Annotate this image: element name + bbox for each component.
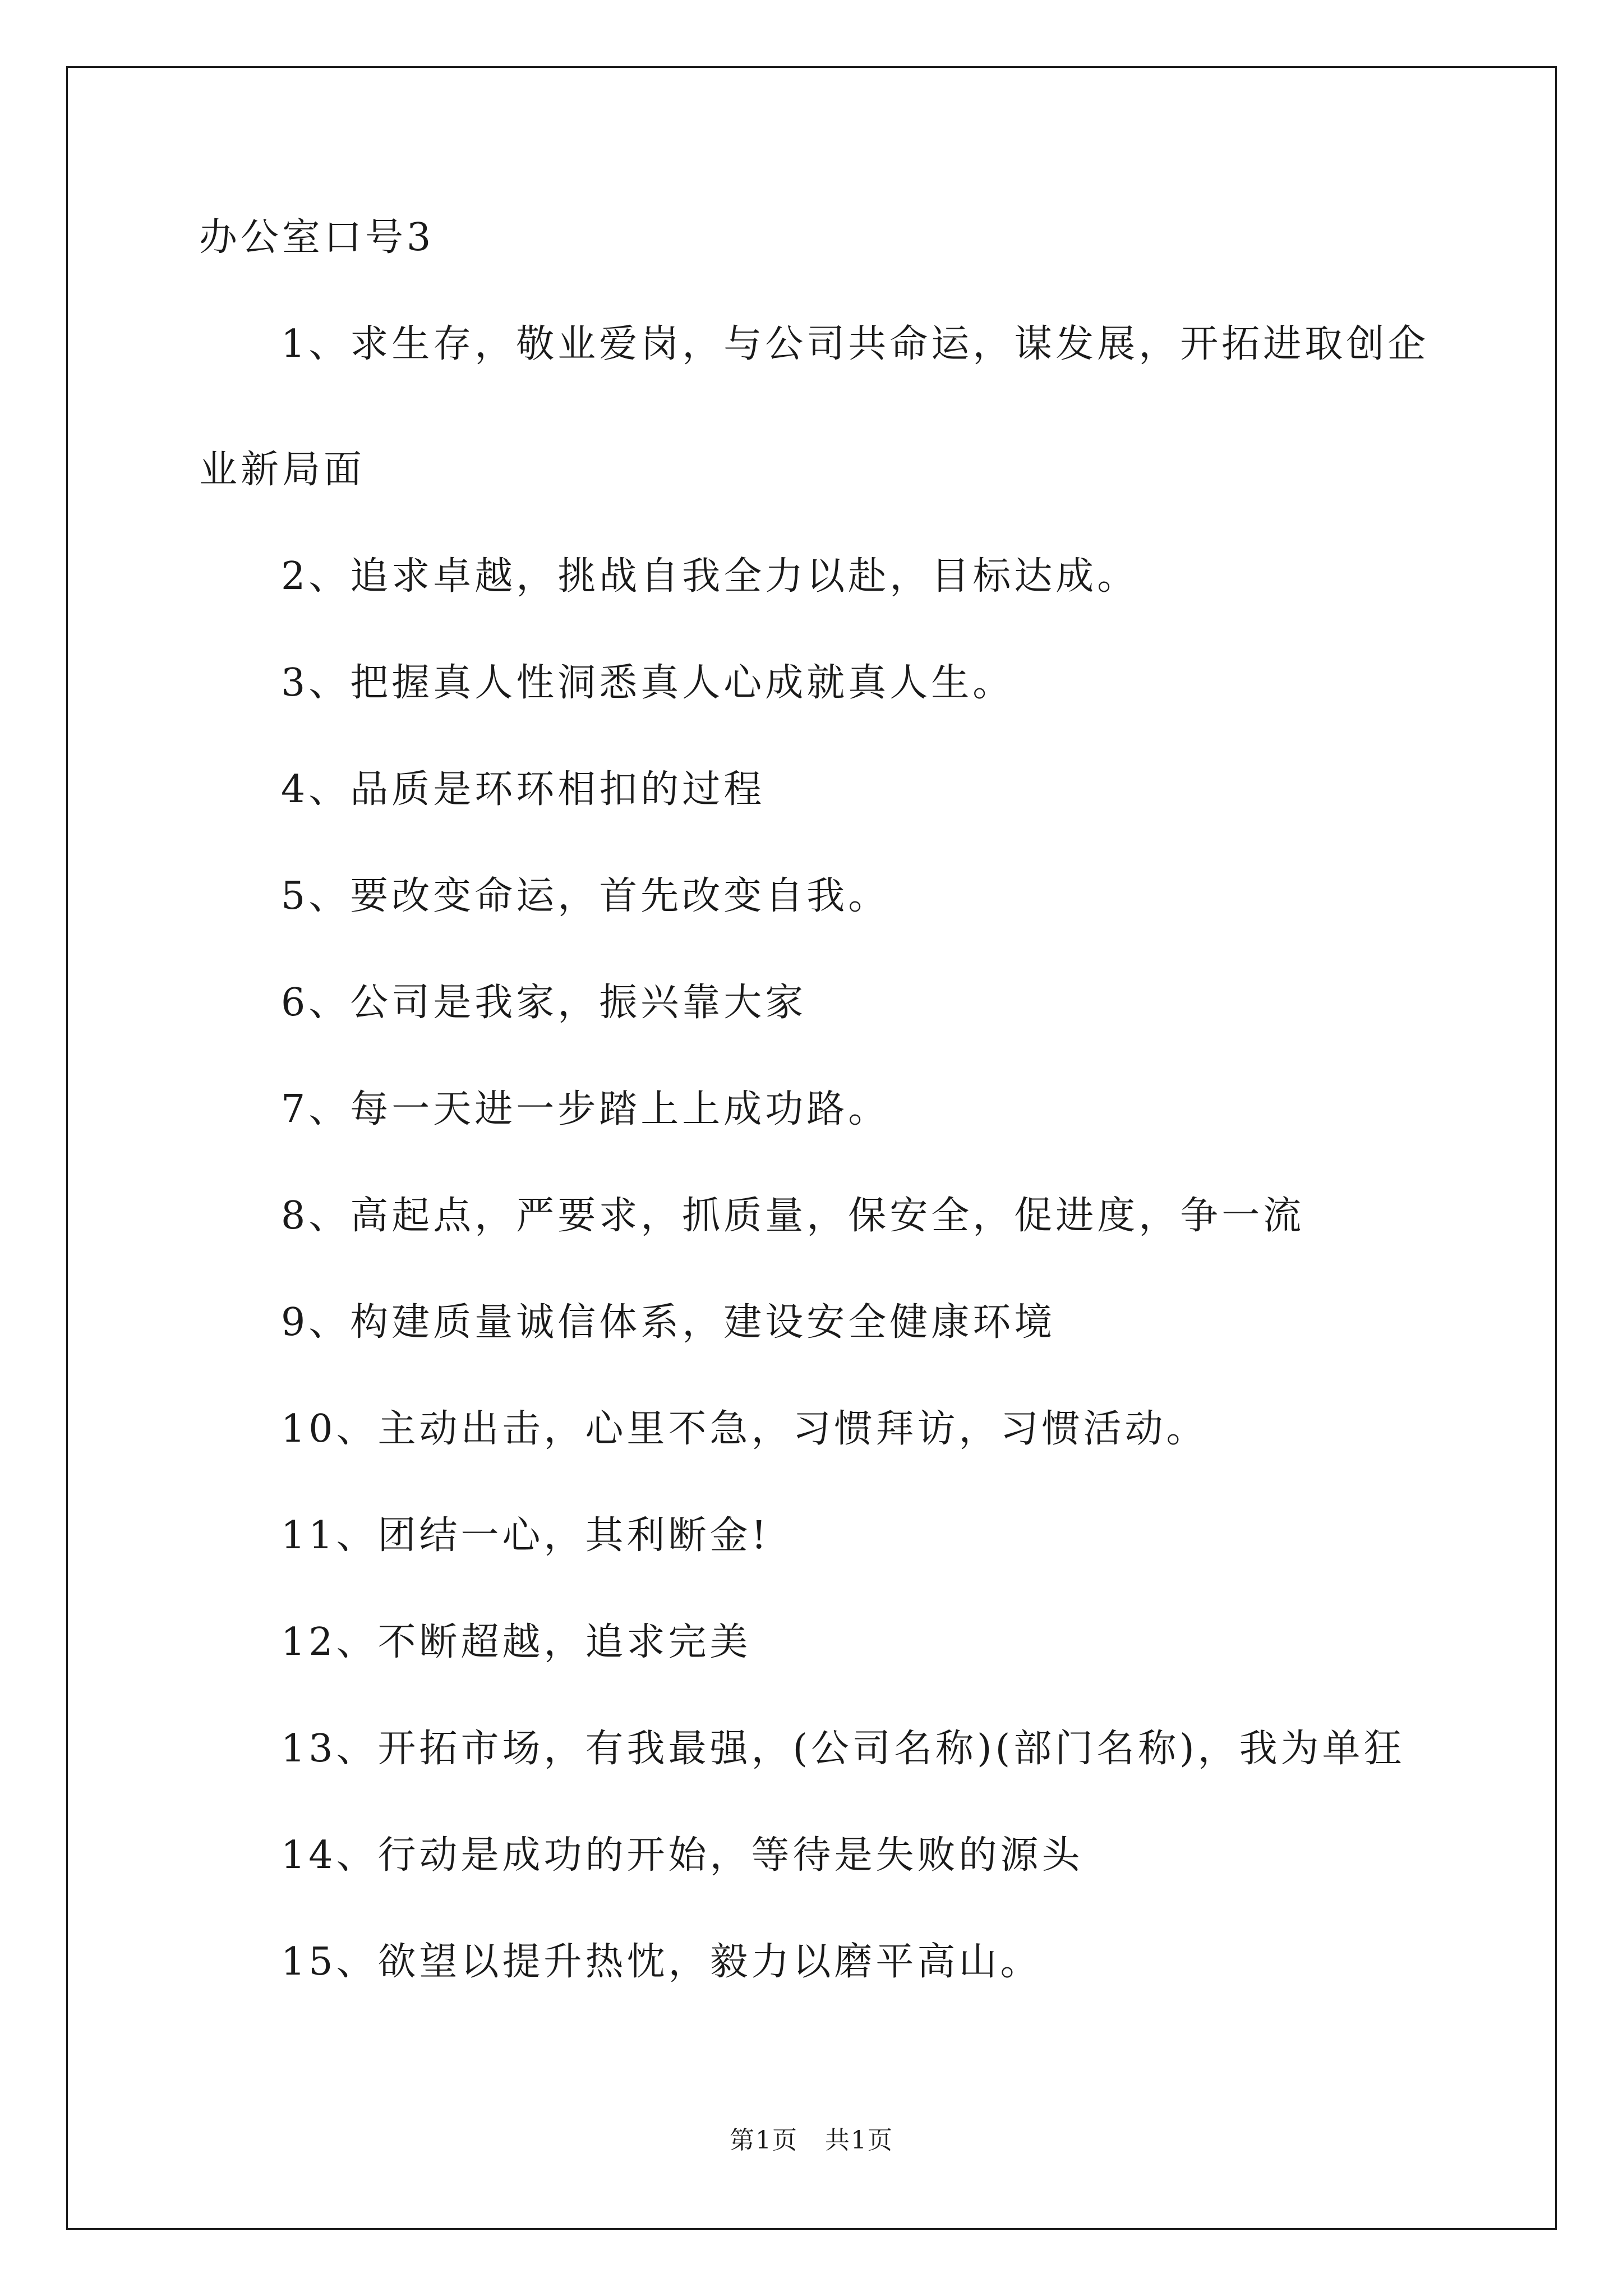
list-item: 8、高起点，严要求，抓质量，保安全，促进度，争一流 (281, 1194, 1305, 1238)
page-total: 共1页 (825, 2126, 893, 2155)
list-item: 10、主动出击，心里不急，习惯拜访，习惯活动。 (281, 1407, 1208, 1451)
slogan-list (199, 282, 1450, 1984)
list-item: 2、追求卓越，挑战自我全力以赴，目标达成。 (281, 554, 1139, 599)
page-number: 第1页 (730, 2126, 798, 2155)
list-item: 6、公司是我家，振兴靠大家 (281, 981, 807, 1025)
document-title: 办公室口号3 (199, 215, 435, 260)
page-footer (0, 2128, 1623, 2153)
list-item: 11、团结一心，其利断金! (281, 1513, 770, 1558)
list-item: 5、要改变命运，首先改变自我。 (281, 874, 890, 918)
list-item: 13、开拓市场，有我最强，(公司名称)(部门名称)，我为单狂 (281, 1727, 1405, 1771)
list-item: 7、每一天进一步踏上上成功路。 (281, 1087, 890, 1131)
list-item: 9、构建质量诚信体系，建设安全健康环境 (281, 1300, 1056, 1345)
list-item: 14、行动是成功的开始，等待是失败的源头 (281, 1833, 1083, 1878)
list-item: 12、不断超越，追求完美 (281, 1620, 751, 1664)
list-item: 1、求生存，敬业爱岗，与公司共命运，谋发展，开拓进取创企业新局面 (199, 322, 1430, 492)
document-body (199, 215, 1450, 2050)
list-item: 3、把握真人性洞悉真人心成就真人生。 (281, 661, 1015, 705)
list-item: 15、欲望以提升热忱，毅力以磨平高山。 (281, 1940, 1042, 1984)
list-item: 4、品质是环环相扣的过程 (281, 767, 766, 812)
